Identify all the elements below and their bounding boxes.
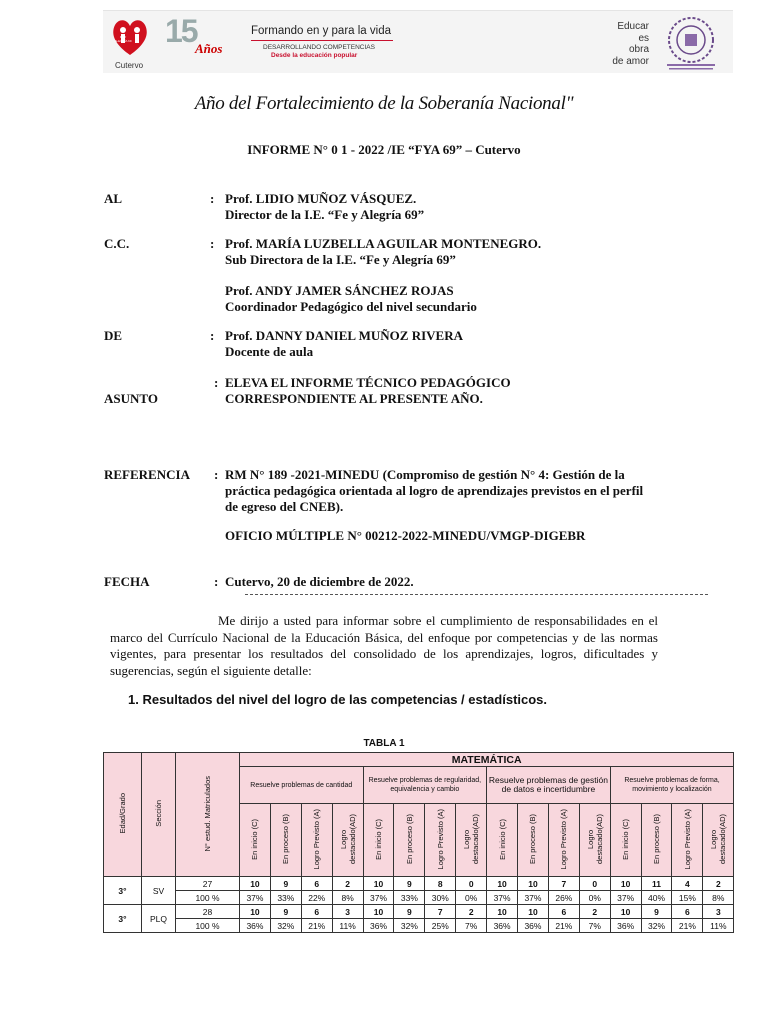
- cell-count: 11: [641, 877, 672, 891]
- section-title: 1. Resultados del nivel del logro de las competencias / estadísticos.: [128, 692, 548, 707]
- cell-percent: 26%: [548, 891, 579, 905]
- header-level: Logro destacado(AD): [332, 804, 363, 877]
- dashed-separator: [245, 594, 708, 595]
- cell-count: 6: [672, 905, 703, 919]
- cell-count: 10: [610, 877, 641, 891]
- table-row-percent: [104, 919, 734, 933]
- header-seccion: Sección: [142, 753, 176, 877]
- cell-percent: 36%: [518, 919, 549, 933]
- cell-grado: 3°: [104, 905, 142, 933]
- cell-percent: 40%: [641, 891, 672, 905]
- al-colon: :: [210, 191, 215, 206]
- cell-percent: 37%: [240, 891, 271, 905]
- cell-count: 2: [456, 905, 487, 919]
- anniversary-word: Años: [195, 41, 223, 56]
- header-competency-2: Resuelve problemas de regularidad, equivalencia y cambio: [363, 767, 487, 804]
- cell-percent: 37%: [363, 891, 394, 905]
- cell-matriculados: 27: [176, 877, 240, 891]
- cell-percent: 0%: [579, 891, 610, 905]
- header-level: En inicio (C): [487, 804, 518, 877]
- cell-count: 10: [487, 905, 518, 919]
- cell-percent: 32%: [270, 919, 301, 933]
- ref-oficio: OFICIO MÚLTIPLE N° 00212-2022-MINEDU/VMGP-DIGEBR: [225, 528, 586, 543]
- motto-line: obra: [628, 44, 649, 55]
- cell-count: 0: [579, 877, 610, 891]
- ref-label: REFERENCIA: [104, 467, 190, 482]
- cc-colon: :: [210, 236, 215, 251]
- cell-percent: 8%: [703, 891, 734, 905]
- cell-percent: 32%: [394, 919, 425, 933]
- asunto-line-2: CORRESPONDIENTE AL PRESENTE AÑO.: [225, 391, 483, 406]
- cell-count: 10: [610, 905, 641, 919]
- results-table: [103, 752, 734, 933]
- header-level: En inicio (C): [363, 804, 394, 877]
- slogan-subtitle-2: Desde la educación popular: [271, 52, 358, 59]
- cell-percent: 37%: [518, 891, 549, 905]
- cell-percent: 15%: [672, 891, 703, 905]
- anniversary-number: 15: [165, 13, 197, 49]
- header-subject: MATEMÁTICA: [240, 753, 734, 767]
- cell-percent: 25%: [425, 919, 456, 933]
- cell-count: 10: [518, 877, 549, 891]
- cell-percent: 11%: [703, 919, 734, 933]
- report-number: INFORME N° 0 1 - 2022 /IE “FYA 69” – Cutervo: [247, 142, 521, 157]
- al-label: AL: [104, 191, 123, 206]
- cell-percent: 0%: [456, 891, 487, 905]
- slogan-divider: [251, 40, 393, 41]
- ref-value: [225, 467, 675, 544]
- cell-count: 6: [548, 905, 579, 919]
- cell-count: 10: [518, 905, 549, 919]
- slogan: Formando en y para la vida: [251, 25, 391, 37]
- fecha-label: FECHA: [104, 574, 150, 589]
- asunto-colon: :: [214, 375, 219, 390]
- cell-percent: 33%: [394, 891, 425, 905]
- de-name: Prof. DANNY DANIEL MUÑOZ RIVERA: [225, 328, 463, 343]
- table-title: TABLA 1: [363, 738, 405, 749]
- cell-count: 10: [487, 877, 518, 891]
- cell-percent: 22%: [301, 891, 332, 905]
- ref-colon: :: [214, 467, 219, 482]
- table-row-percent: [104, 891, 734, 905]
- fecha-colon: :: [214, 574, 219, 589]
- cell-matriculados: 28: [176, 905, 240, 919]
- cc-value: [225, 236, 541, 315]
- de-role: Docente de aula: [225, 344, 314, 359]
- cell-count: 10: [240, 877, 271, 891]
- cell-count: 8: [425, 877, 456, 891]
- de-value: [225, 328, 463, 360]
- cell-count: 7: [548, 877, 579, 891]
- header-level: En proceso (B): [518, 804, 549, 877]
- al-name: Prof. LIDIO MUÑOZ VÁSQUEZ.: [225, 191, 417, 206]
- cell-count: 2: [579, 905, 610, 919]
- cell-count: 9: [641, 905, 672, 919]
- header-level: Logro destacado(AD): [579, 804, 610, 877]
- cell-count: 3: [332, 905, 363, 919]
- cell-percent: 11%: [332, 919, 363, 933]
- cell-grado: 3°: [104, 877, 142, 905]
- header-level: En inicio (C): [240, 804, 271, 877]
- cell-count: 9: [270, 877, 301, 891]
- cc-role-1: Sub Directora de la I.E. “Fe y Alegría 69”: [225, 252, 456, 267]
- cell-count: 9: [270, 905, 301, 919]
- cell-percent: 37%: [487, 891, 518, 905]
- ref-line-1: RM N° 189 -2021-MINEDU (Compromiso de gestión N° 4: Gestión de la: [225, 467, 625, 482]
- de-label: DE: [104, 328, 123, 343]
- header-grado: Edad/Grado: [104, 753, 142, 877]
- cell-count: 6: [301, 877, 332, 891]
- cell-count: 10: [363, 905, 394, 919]
- cell-count: 0: [456, 877, 487, 891]
- cell-percent: 21%: [301, 919, 332, 933]
- cell-pct-total: 100 %: [176, 919, 240, 933]
- ref-line-3: de egreso del CNEB).: [225, 499, 344, 514]
- motto-line: es: [638, 32, 649, 44]
- table-row: [104, 905, 734, 919]
- table-row: [104, 877, 734, 891]
- header-competency-1: Resuelve problemas de cantidad: [240, 767, 364, 804]
- cell-count: 7: [425, 905, 456, 919]
- cell-count: 6: [301, 905, 332, 919]
- cell-percent: 36%: [610, 919, 641, 933]
- header-level: En proceso (B): [641, 804, 672, 877]
- heart-logo-text: FE Y ALEGRÍA 69: [114, 35, 132, 43]
- cell-percent: 33%: [270, 891, 301, 905]
- header-level: Logro destacado(AD): [456, 804, 487, 877]
- asunto-value: [225, 375, 511, 407]
- cell-seccion: PLQ: [142, 905, 176, 933]
- header-competency-4: Resuelve problemas de forma, movimiento y localización: [610, 767, 734, 804]
- cell-percent: 7%: [456, 919, 487, 933]
- header-level: En proceso (B): [394, 804, 425, 877]
- cell-percent: 32%: [641, 919, 672, 933]
- cell-percent: 36%: [363, 919, 394, 933]
- cc-name-2: Prof. ANDY JAMER SÁNCHEZ ROJAS: [225, 283, 454, 298]
- motto: [605, 21, 649, 67]
- header-level: En proceso (B): [270, 804, 301, 877]
- header-level: Logro Previsto (A): [548, 804, 579, 877]
- header-level: Logro Previsto (A): [425, 804, 456, 877]
- cell-count: 3: [703, 905, 734, 919]
- cell-percent: 37%: [610, 891, 641, 905]
- body-paragraph: [110, 613, 658, 679]
- cell-percent: 36%: [487, 919, 518, 933]
- cell-pct-total: 100 %: [176, 891, 240, 905]
- slogan-subtitle-1: DESARROLLANDO COMPETENCIAS: [263, 44, 375, 51]
- cell-percent: 36%: [240, 919, 271, 933]
- cell-count: 2: [332, 877, 363, 891]
- ref-line-2: práctica pedagógica orientada al logro de aprendizajes previstos en el perfil: [225, 483, 644, 498]
- header-competency-3: Resuelve problemas de gestión de datos e incertidumbre: [487, 767, 611, 804]
- header-level: Logro Previsto (A): [672, 804, 703, 877]
- cell-percent: 30%: [425, 891, 456, 905]
- cell-count: 9: [394, 905, 425, 919]
- cell-count: 9: [394, 877, 425, 891]
- header-level: Logro destacado(AD): [703, 804, 734, 877]
- cc-label: C.C.: [104, 236, 130, 251]
- al-value: [225, 191, 424, 223]
- cc-name-1: Prof. MARÍA LUZBELLA AGUILAR MONTENEGRO.: [225, 236, 542, 251]
- motto-line: de amor: [612, 55, 649, 67]
- logo-label: Cutervo: [115, 61, 144, 70]
- header-level: En inicio (C): [610, 804, 641, 877]
- year-title: Año del Fortalecimiento de la Soberanía Nacional": [194, 93, 574, 114]
- motto-line: Educar: [617, 21, 649, 32]
- cell-percent: 7%: [579, 919, 610, 933]
- asunto-label: ASUNTO: [104, 391, 158, 406]
- al-role: Director de la I.E. “Fe y Alegría 69”: [225, 207, 425, 222]
- ministry-seal-icon: [661, 13, 721, 71]
- cell-count: 10: [363, 877, 394, 891]
- cc-role-2: Coordinador Pedagógico del nivel secundario: [225, 299, 477, 314]
- cell-count: 2: [703, 877, 734, 891]
- cell-count: 4: [672, 877, 703, 891]
- cell-percent: 8%: [332, 891, 363, 905]
- header-level: Logro Previsto (A): [301, 804, 332, 877]
- cell-percent: 21%: [548, 919, 579, 933]
- de-colon: :: [210, 328, 215, 343]
- header-matriculados: N° estud. Matriculados: [176, 753, 240, 877]
- cell-percent: 21%: [672, 919, 703, 933]
- cell-seccion: SV: [142, 877, 176, 905]
- asunto-line-1: ELEVA EL INFORME TÉCNICO PEDAGÓGICO: [225, 375, 511, 390]
- body-text: Me dirijo a usted para informar sobre el cumplimiento de responsabilidades en el marco del Currículo Nacional de la Educación Básica, del enfoque por competencias y de las normas vigentes, para presentar los resultados del consolidado de los aprendizajes, logros, dificultades y sugerencias, según el siguiente detalle:: [110, 613, 658, 678]
- cell-count: 10: [240, 905, 271, 919]
- letterhead-banner: [103, 10, 733, 73]
- fecha-value: Cutervo, 20 de diciembre de 2022.: [225, 574, 414, 589]
